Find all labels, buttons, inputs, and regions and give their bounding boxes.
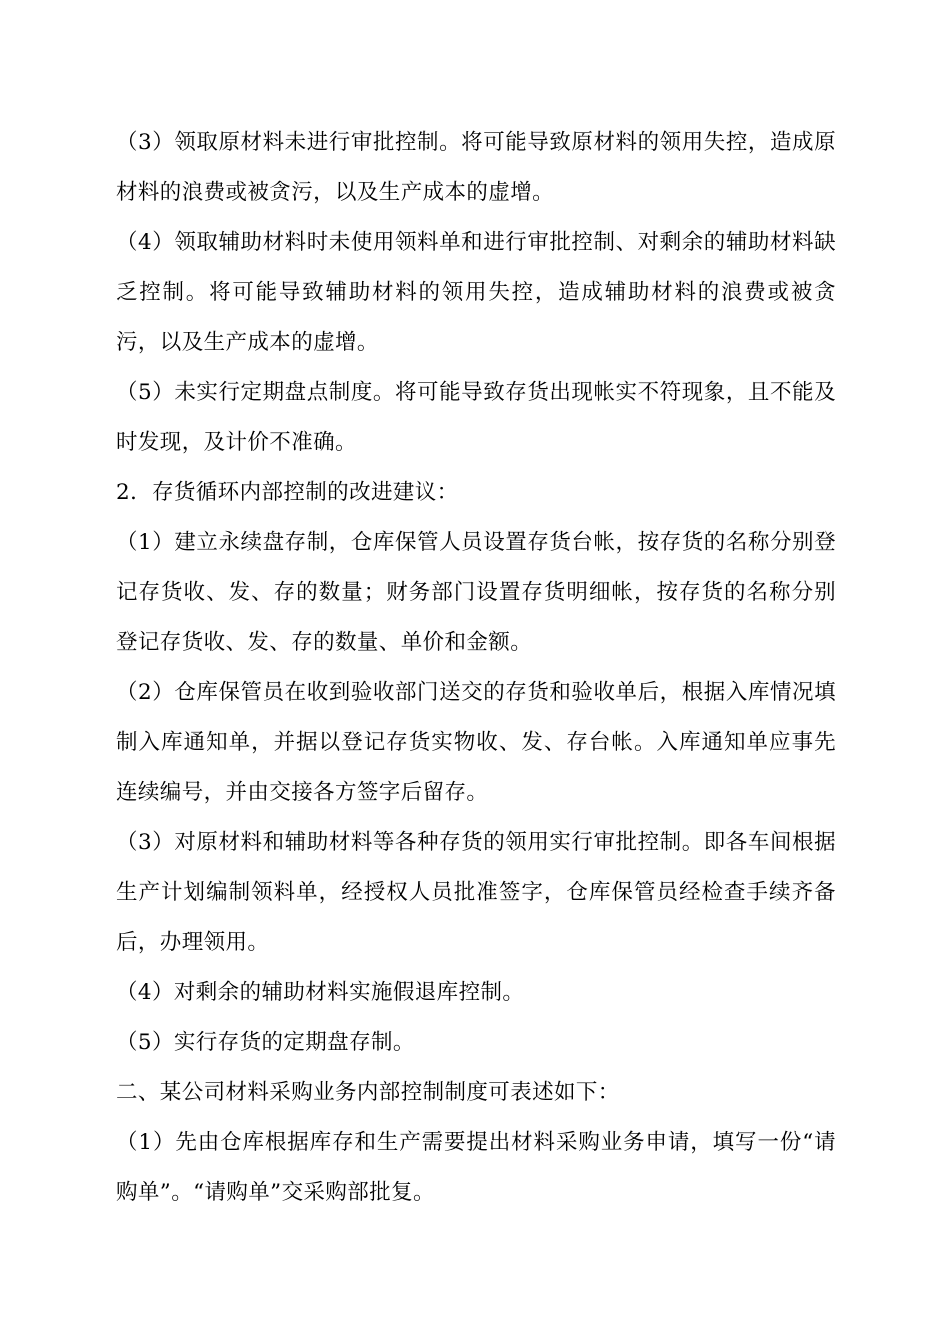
document-page <box>116 118 836 1218</box>
paragraph-11: （1）先由仓库根据库存和生产需要提出材料采购业务申请，填写一份“请购单”。“请购单”交采购部批复。 <box>116 1130 836 1205</box>
section-heading-er: 二、某公司材料采购业务内部控制制度可表述如下： <box>116 1080 620 1105</box>
paragraph-1: （3）领取原材料未进行审批控制。将可能导致原材料的领用失控，造成原材料的浪费或被贪污，以及生产成本的虚增。 <box>116 130 836 205</box>
paragraph-8: （4）对剩余的辅助材料实施假退库控制。 <box>116 980 525 1005</box>
paragraph-5: （1）建立永续盘存制，仓库保管人员设置存货台帐，按存货的名称分别登记存货收、发、存的数量；财务部门设置存货明细帐，按存货的名称分别登记存货收、发、存的数量、单价和金额。 <box>116 530 836 655</box>
paragraph-2: （4）领取辅助材料时未使用领料单和进行审批控制、对剩余的辅助材料缺乏控制。将可能导致辅助材料的领用失控，造成辅助材料的浪费或被贪污，以及生产成本的虚增。 <box>116 230 836 355</box>
paragraph-7: （3）对原材料和辅助材料等各种存货的领用实行审批控制。即各车间根据生产计划编制领料单，经授权人员批准签字，仓库保管员经检查手续齐备后，办理领用。 <box>116 830 836 955</box>
paragraph-6: （2）仓库保管员在收到验收部门送交的存货和验收单后，根据入库情况填制入库通知单，并据以登记存货实物收、发、存台帐。入库通知单应事先连续编号，并由交接各方签字后留存。 <box>116 680 836 805</box>
section-heading-2: 2．存货循环内部控制的改进建议： <box>116 480 459 505</box>
paragraph-3: （5）未实行定期盘点制度。将可能导致存货出现帐实不符现象，且不能及时发现，及计价不准确。 <box>116 380 836 455</box>
paragraph-9: （5）实行存货的定期盘存制。 <box>116 1030 415 1055</box>
